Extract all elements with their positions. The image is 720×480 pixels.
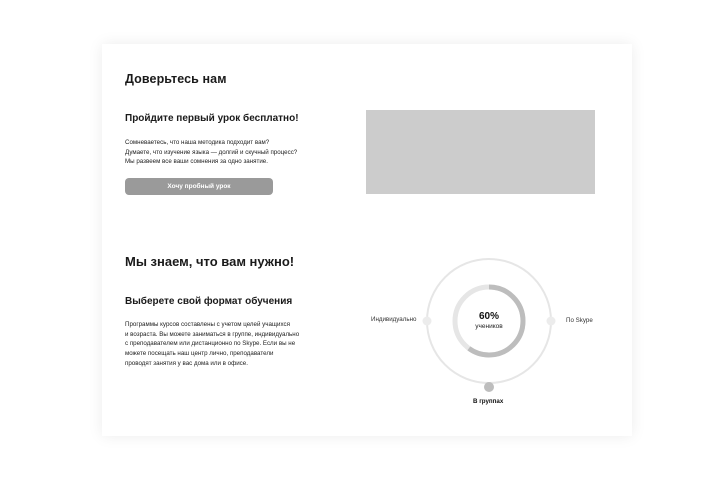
option-group-label[interactable]: В группах [473, 398, 504, 405]
option-individual-label[interactable]: Индивидуально [371, 316, 417, 323]
option-individual-dot[interactable] [423, 317, 432, 326]
paragraph-line: Программы курсов составлены с учетом целей учащихся [125, 321, 290, 328]
option-group-dot[interactable] [484, 382, 494, 392]
paragraph-line: проводят занятия у вас дома или в офисе. [125, 359, 248, 367]
section2-title: Мы знаем, что вам нужно! [125, 254, 295, 269]
section1-paragraph [125, 138, 345, 167]
format-wheel [407, 251, 571, 427]
paragraph-line: с преподавателем или дистанционно по Skype. Если вы не [125, 340, 296, 348]
paragraph-line: и возраста. Вы можете заниматься в группе, индивидуально [125, 330, 300, 338]
paragraph-line: Думаете, что изучение языка — долгий и скучный процесс? [125, 148, 298, 156]
paragraph-line: можете посещать наш центр лично, преподаватели [125, 350, 274, 358]
section2-paragraph [125, 320, 345, 369]
paragraph-line: Мы развеем все ваши сомнения за одно занятие. [125, 158, 268, 166]
option-skype-label[interactable]: По Skype [566, 317, 593, 324]
progress-caption: учеников [475, 323, 503, 330]
section1-title: Доверьтесь нам [125, 72, 227, 86]
content-card [102, 44, 632, 436]
image-placeholder [366, 110, 595, 194]
section1-subtitle: Пройдите первый урок бесплатно! [125, 113, 299, 124]
progress-percent: 60% [478, 311, 500, 322]
trial-lesson-button[interactable]: Хочу пробный урок [125, 178, 273, 195]
option-skype-dot[interactable] [547, 317, 556, 326]
section2-subtitle: Выберете свой формат обучения [125, 296, 293, 307]
paragraph-line: Сомневаетесь, что наша методика подходит вам? [125, 139, 270, 146]
